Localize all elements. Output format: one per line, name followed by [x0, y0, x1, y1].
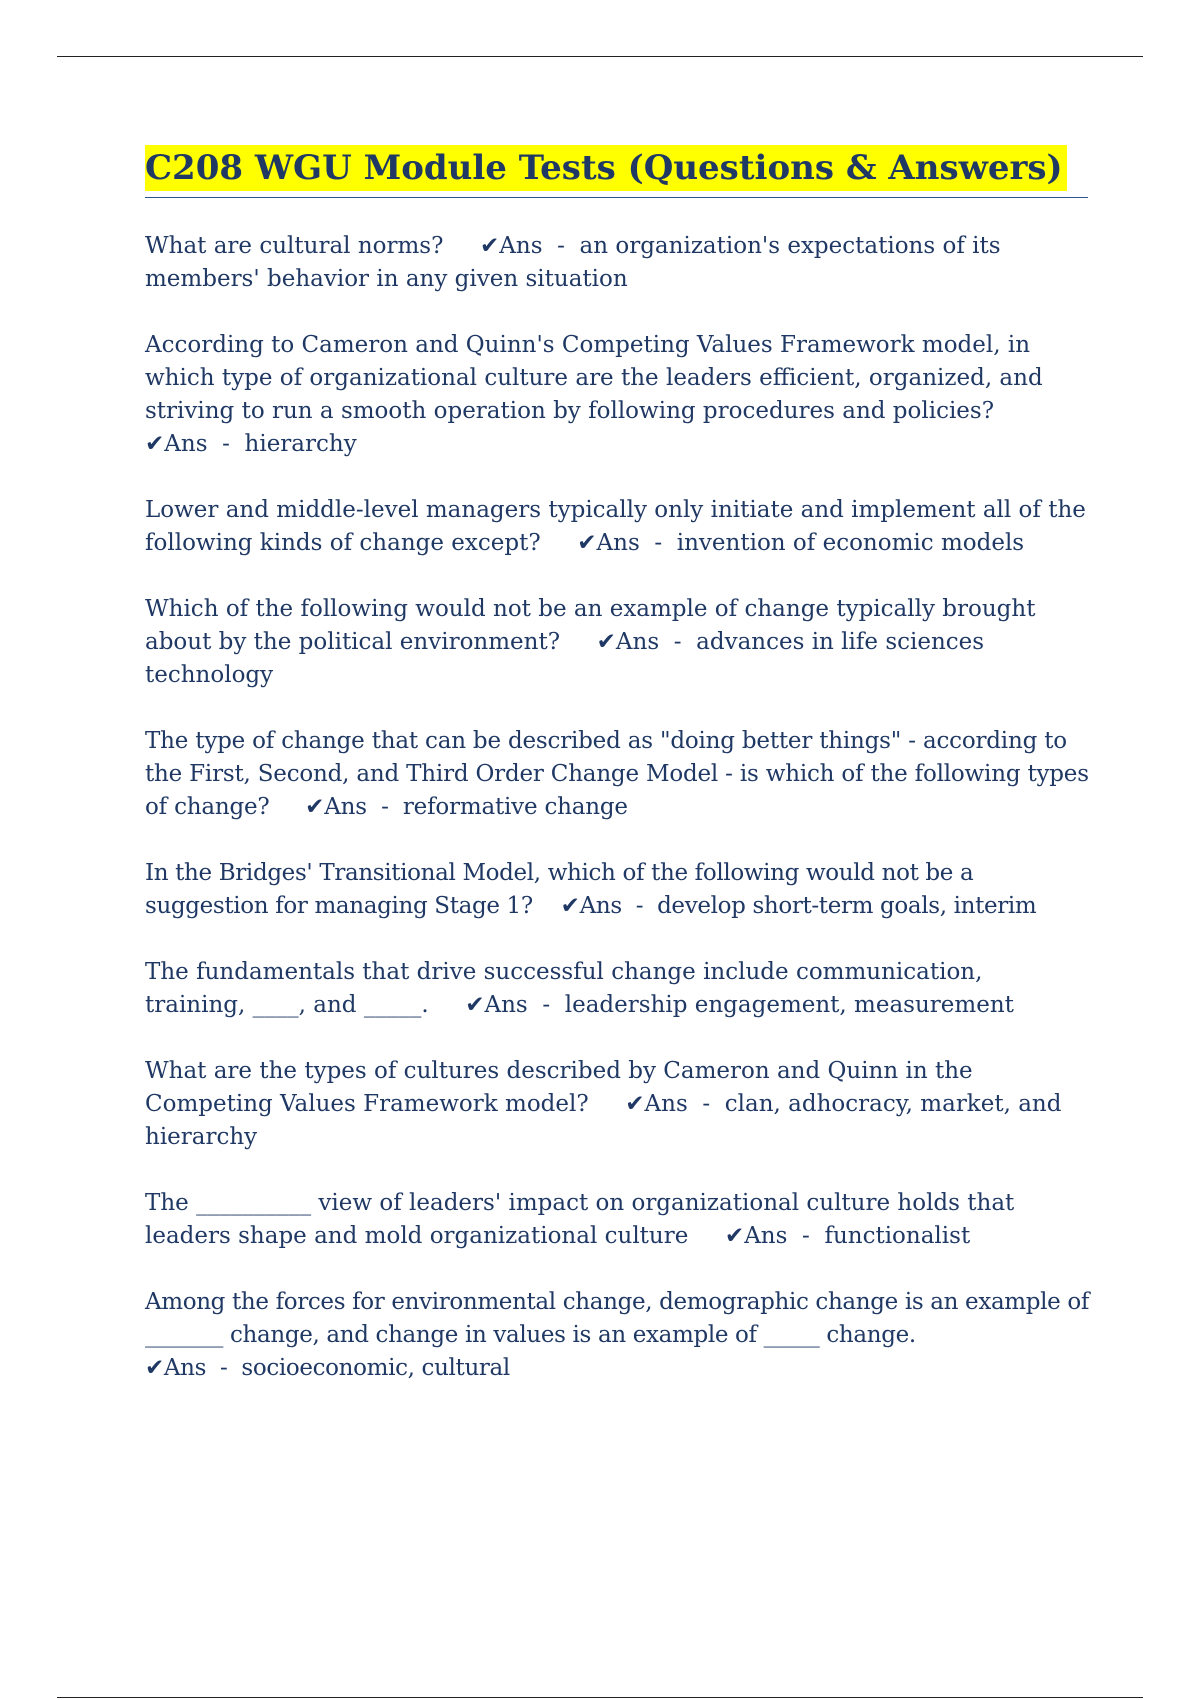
qa-item: In the Bridges' Transitional Model, which of the following would not be a suggestion for managing Stage 1? ✔Ans - develop short-term goals, interim — [145, 860, 1037, 919]
answer-label: Ans — [596, 530, 640, 556]
answer-label: Ans — [163, 1355, 207, 1381]
question-text: Lower and middle-level managers typically only initiate and implement all of the following kinds of change except? — [145, 497, 1086, 556]
qa-item: Among the forces for environmental change, demographic change is an example of _______ change, and change in values is an example of _____ change. ✔Ans - socioeconomic, cultural — [145, 1289, 1090, 1381]
answer-text: hierarchy — [244, 431, 357, 457]
answer-text: functionalist — [824, 1223, 971, 1249]
answer-label: Ans — [164, 431, 208, 457]
answer-text: advances in life sciences technology — [145, 629, 985, 688]
answer-label: Ans — [579, 893, 622, 919]
answer-text: reformative change — [402, 794, 628, 820]
question-text: Among the forces for environmental change, demographic change is an example of _______ change, and change in values is an example of _____ change. — [145, 1289, 1090, 1348]
answer-label: Ans — [324, 794, 367, 820]
question-text: The type of change that can be described as "doing better things" - according to the First, Second, and Third Order Change Model - is which of the following types of change? — [145, 728, 1089, 820]
check-icon: ✔ — [305, 794, 325, 820]
question-text: In the Bridges' Transitional Model, which of the following would not be a suggestion for managing Stage 1? — [145, 860, 974, 919]
question-text: What are the types of cultures described by Cameron and Quinn in the Competing Values Framework model? — [145, 1058, 973, 1117]
answer-label: Ans — [615, 629, 660, 655]
question-text: Which of the following would not be an example of change typically brought about by the political environment? — [145, 596, 1036, 655]
question-text: According to Cameron and Quinn's Competing Values Framework model, in which type of organizational culture are the leaders efficient, organized, and striving to run a smooth operation by following procedures and policies? — [145, 332, 1043, 424]
check-icon: ✔ — [480, 233, 500, 259]
answer-text: socioeconomic, cultural — [241, 1355, 510, 1381]
bottom-rule — [57, 1697, 1143, 1698]
qa-item: The __________ view of leaders' impact on organizational culture holds that leaders shape and mold organizational culture ✔Ans - functionalist — [145, 1190, 1015, 1249]
qa-item: The fundamentals that drive successful change include communication, training, ____, and _____. ✔Ans - leadership engagement, measurement — [145, 959, 1014, 1018]
check-icon: ✔ — [596, 629, 616, 655]
check-icon: ✔ — [145, 431, 165, 457]
check-icon: ✔ — [724, 1223, 745, 1249]
qa-item: What are the types of cultures described by Cameron and Quinn in the Competing Values Framework model? ✔Ans - clan, adhocracy, market, and hierarchy — [145, 1058, 1062, 1150]
answer-text: clan, adhocracy, market, and hierarchy — [145, 1091, 1062, 1150]
answer-label: Ans — [499, 233, 543, 259]
qa-item: Lower and middle-level managers typically only initiate and implement all of the following kinds of change except? ✔Ans - invention of economic models — [145, 497, 1086, 556]
question-text: The __________ view of leaders' impact on organizational culture holds that leaders shape and mold organizational culture — [145, 1190, 1015, 1249]
check-icon: ✔ — [560, 893, 580, 919]
answer-label: Ans — [644, 1091, 688, 1117]
answer-label: Ans — [744, 1223, 788, 1249]
title-block — [145, 145, 1088, 198]
check-icon: ✔ — [625, 1091, 645, 1117]
top-rule — [57, 56, 1143, 57]
answer-text: leadership engagement, measurement — [564, 992, 1014, 1018]
check-icon: ✔ — [145, 1355, 164, 1381]
qa-item: The type of change that can be described as "doing better things" - according to the First, Second, and Third Order Change Model - is which of the following types of change? ✔Ans - reformative change — [145, 728, 1089, 820]
answer-text: an organization's expectations of its members' behavior in any given situation — [145, 233, 1001, 292]
document-title: C208 WGU Module Tests (Questions & Answers) — [145, 145, 1067, 191]
answer-text: develop short-term goals, interim — [657, 893, 1037, 919]
check-icon: ✔ — [465, 992, 485, 1018]
question-text: What are cultural norms? — [145, 233, 444, 259]
qa-item: Which of the following would not be an example of change typically brought about by the political environment? ✔Ans - advances in life sciences technology — [145, 596, 1036, 688]
qa-item: According to Cameron and Quinn's Competing Values Framework model, in which type of organizational culture are the leaders efficient, organized, and striving to run a smooth operation by following procedures and policies? ✔Ans - hierarchy — [145, 332, 1043, 457]
qa-list — [145, 230, 1090, 1418]
answer-text: invention of economic models — [676, 530, 1025, 556]
qa-item: What are cultural norms? ✔Ans - an organization's expectations of its members' behavior in any given situation — [145, 233, 1001, 292]
check-icon: ✔ — [577, 530, 597, 556]
question-text: The fundamentals that drive successful change include communication, training, ____, and _____. — [145, 959, 983, 1018]
answer-label: Ans — [484, 992, 528, 1018]
